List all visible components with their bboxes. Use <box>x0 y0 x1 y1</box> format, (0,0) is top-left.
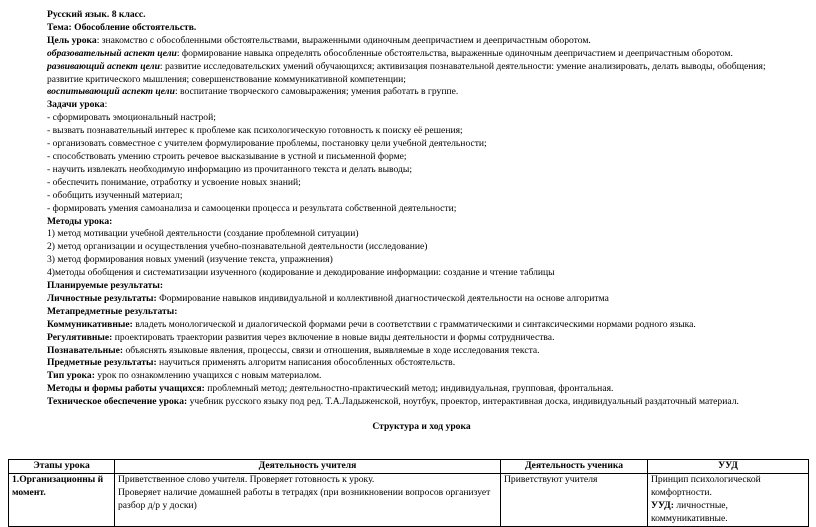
work-forms-text: проблемный метод; деятельностно-практический метод; индивидуальная, групповая, фронтальная. <box>204 383 614 395</box>
aspect-educational <box>47 48 796 61</box>
work-forms-label: Методы и формы работы учащихся: <box>47 383 205 395</box>
equipment <box>47 396 796 409</box>
equipment-label: Техническое обеспечение урока: <box>47 396 188 408</box>
aspect-label: образовательный аспект цели <box>47 47 177 59</box>
regulative-text: проектировать траектории развития через включение в новые виды деятельности и формы сотрудничества. <box>112 331 555 343</box>
method-item: 1) метод мотивации учебной деятельности (создание проблемной ситуации) <box>47 228 359 240</box>
task-item: - обеспечить понимание, отработку и усвоение новых знаний; <box>47 176 301 188</box>
stage-cell: 1.Организационны й момент. <box>9 473 115 526</box>
aspect-text: : формирование навыка определять обособленные обстоятельства, выраженные одиночным деепричастием и деепричастным оборотом. <box>176 47 733 59</box>
regulative-label: Регулятивные: <box>47 331 113 343</box>
uud-cell <box>648 473 809 526</box>
tasks-heading-label: Задачи урока <box>47 99 105 111</box>
task-item: - формировать умения самоанализа и самооценки процесса и результата собственной деятельности; <box>47 202 457 214</box>
uud-value: личностные, коммуникативные. <box>651 499 728 524</box>
meta-heading: Метапредметные результаты: <box>47 305 178 317</box>
teacher-cell <box>115 473 501 526</box>
lesson-type <box>47 370 796 383</box>
table-header-row <box>9 460 809 474</box>
column-header: Этапы урока <box>9 460 115 474</box>
method-item: 2) метод организации и осуществления учебно-познавательной деятельности (исследование) <box>47 241 428 253</box>
personal-text: Формирование навыков индивидуальной и коллективной диагностической деятельности на основе алгоритма <box>156 292 609 304</box>
method-item: 3) метод формирования новых умений (изучение текста, упражнения) <box>47 254 333 266</box>
communicative-text: владеть монологической и диалогической формами речи в соответствии с грамматическими и синтаксическими нормами родного языка. <box>132 318 696 330</box>
table-row <box>9 473 809 526</box>
goal-line <box>47 35 796 48</box>
lesson-type-text: урок по ознакомлению учащихся с новым материалом. <box>94 370 322 382</box>
uud-text: Принцип психологической комфортности. <box>651 473 761 498</box>
communicative-label: Коммуникативные: <box>47 318 133 330</box>
task-item: - способствовать умению строить речевое высказывание в устной и письменной форме; <box>47 150 407 162</box>
topic-label: Тема: <box>47 21 72 33</box>
subject-results <box>47 357 796 370</box>
column-header: Деятельность учителя <box>115 460 501 474</box>
teacher-text: Приветственное слово учителя. Проверяет готовность к уроку. <box>118 473 375 485</box>
method-item: 4)методы обобщения и систематизации изученного (кодирование и декодирование информации: создание и чтение таблицы <box>47 267 555 279</box>
results-heading: Планируемые результаты: <box>47 280 164 292</box>
aspect-label: воспитывающий аспект цели <box>47 86 175 98</box>
column-header: УУД <box>648 460 809 474</box>
teacher-text: Проверяет наличие домашней работы в тетрадях (при возникновении вопросов организует разбор д/р у доски) <box>118 486 491 511</box>
equipment-text: учебник русского языку под ред. Т.А.Ладыженской, ноутбук, проектор, интерактивная доска, индивидуальный раздаточный материал. <box>187 396 739 408</box>
task-item: - обобщить изученный материал; <box>47 189 183 201</box>
task-item: - организовать совместное с учителем формулирование проблемы, постановку цели учебной деятельности; <box>47 138 487 150</box>
structure-title: Структура и ход урока <box>372 421 471 433</box>
task-item: - вызвать познавательный интерес к проблеме как психологическую готовность к поиску её решения; <box>47 125 463 137</box>
task-item: - сформировать эмоциональный настрой; <box>47 112 216 124</box>
tasks-heading-suffix: : <box>104 99 108 111</box>
goal-label: Цель урока <box>47 34 97 46</box>
work-forms <box>47 383 796 396</box>
subject-label: Предметные результаты: <box>47 357 157 369</box>
lesson-structure-table <box>8 459 809 527</box>
personal-label: Личностные результаты: <box>47 292 157 304</box>
cognitive-text: объяснять языковые явления, процессы, связи и отношения, выявляемые в ходе исследования текста. <box>123 344 540 356</box>
lesson-plan-document <box>47 9 796 446</box>
subject-text: научиться применять алгоритм написания обособленных обстоятельств. <box>156 357 456 369</box>
task-item: - научить извлекать необходимую информацию из прочитанного текста и делать выводы; <box>47 163 412 175</box>
aspect-developing <box>47 61 796 87</box>
column-header: Деятельность ученика <box>501 460 648 474</box>
goal-text: : знакомство с обособленными обстоятельствами, выраженными одиночным деепричастием и деепричастным оборотом. <box>96 34 591 46</box>
tasks-heading <box>47 99 796 112</box>
aspect-text: : воспитание творческого самовыражения; умения работать в группе. <box>174 86 459 98</box>
student-cell: Приветствуют учителя <box>501 473 648 526</box>
cognitive-results <box>47 345 796 358</box>
aspect-label: развивающий аспект цели <box>47 60 160 72</box>
lesson-type-label: Тип урока: <box>47 370 95 382</box>
aspect-upbringing <box>47 86 796 99</box>
cognitive-label: Познавательные: <box>47 344 124 356</box>
communicative-results <box>47 319 796 332</box>
methods-heading: Методы урока: <box>47 215 113 227</box>
uud-label: УУД: <box>651 499 674 511</box>
personal-results <box>47 293 796 306</box>
topic-line <box>47 22 796 35</box>
aspect-text: : развитие исследовательских умений обучающихся; активизация познавательной деятельности: умение анализировать, делать выводы, обобщения; развитие критического мышления; совершенствование коммуникативной компетенции; <box>47 60 766 85</box>
topic-text: Обособление обстоятельств. <box>74 21 197 33</box>
uud-text <box>651 500 805 526</box>
grade-line: Русский язык. 8 класс. <box>47 9 146 20</box>
regulative-results <box>47 332 796 345</box>
